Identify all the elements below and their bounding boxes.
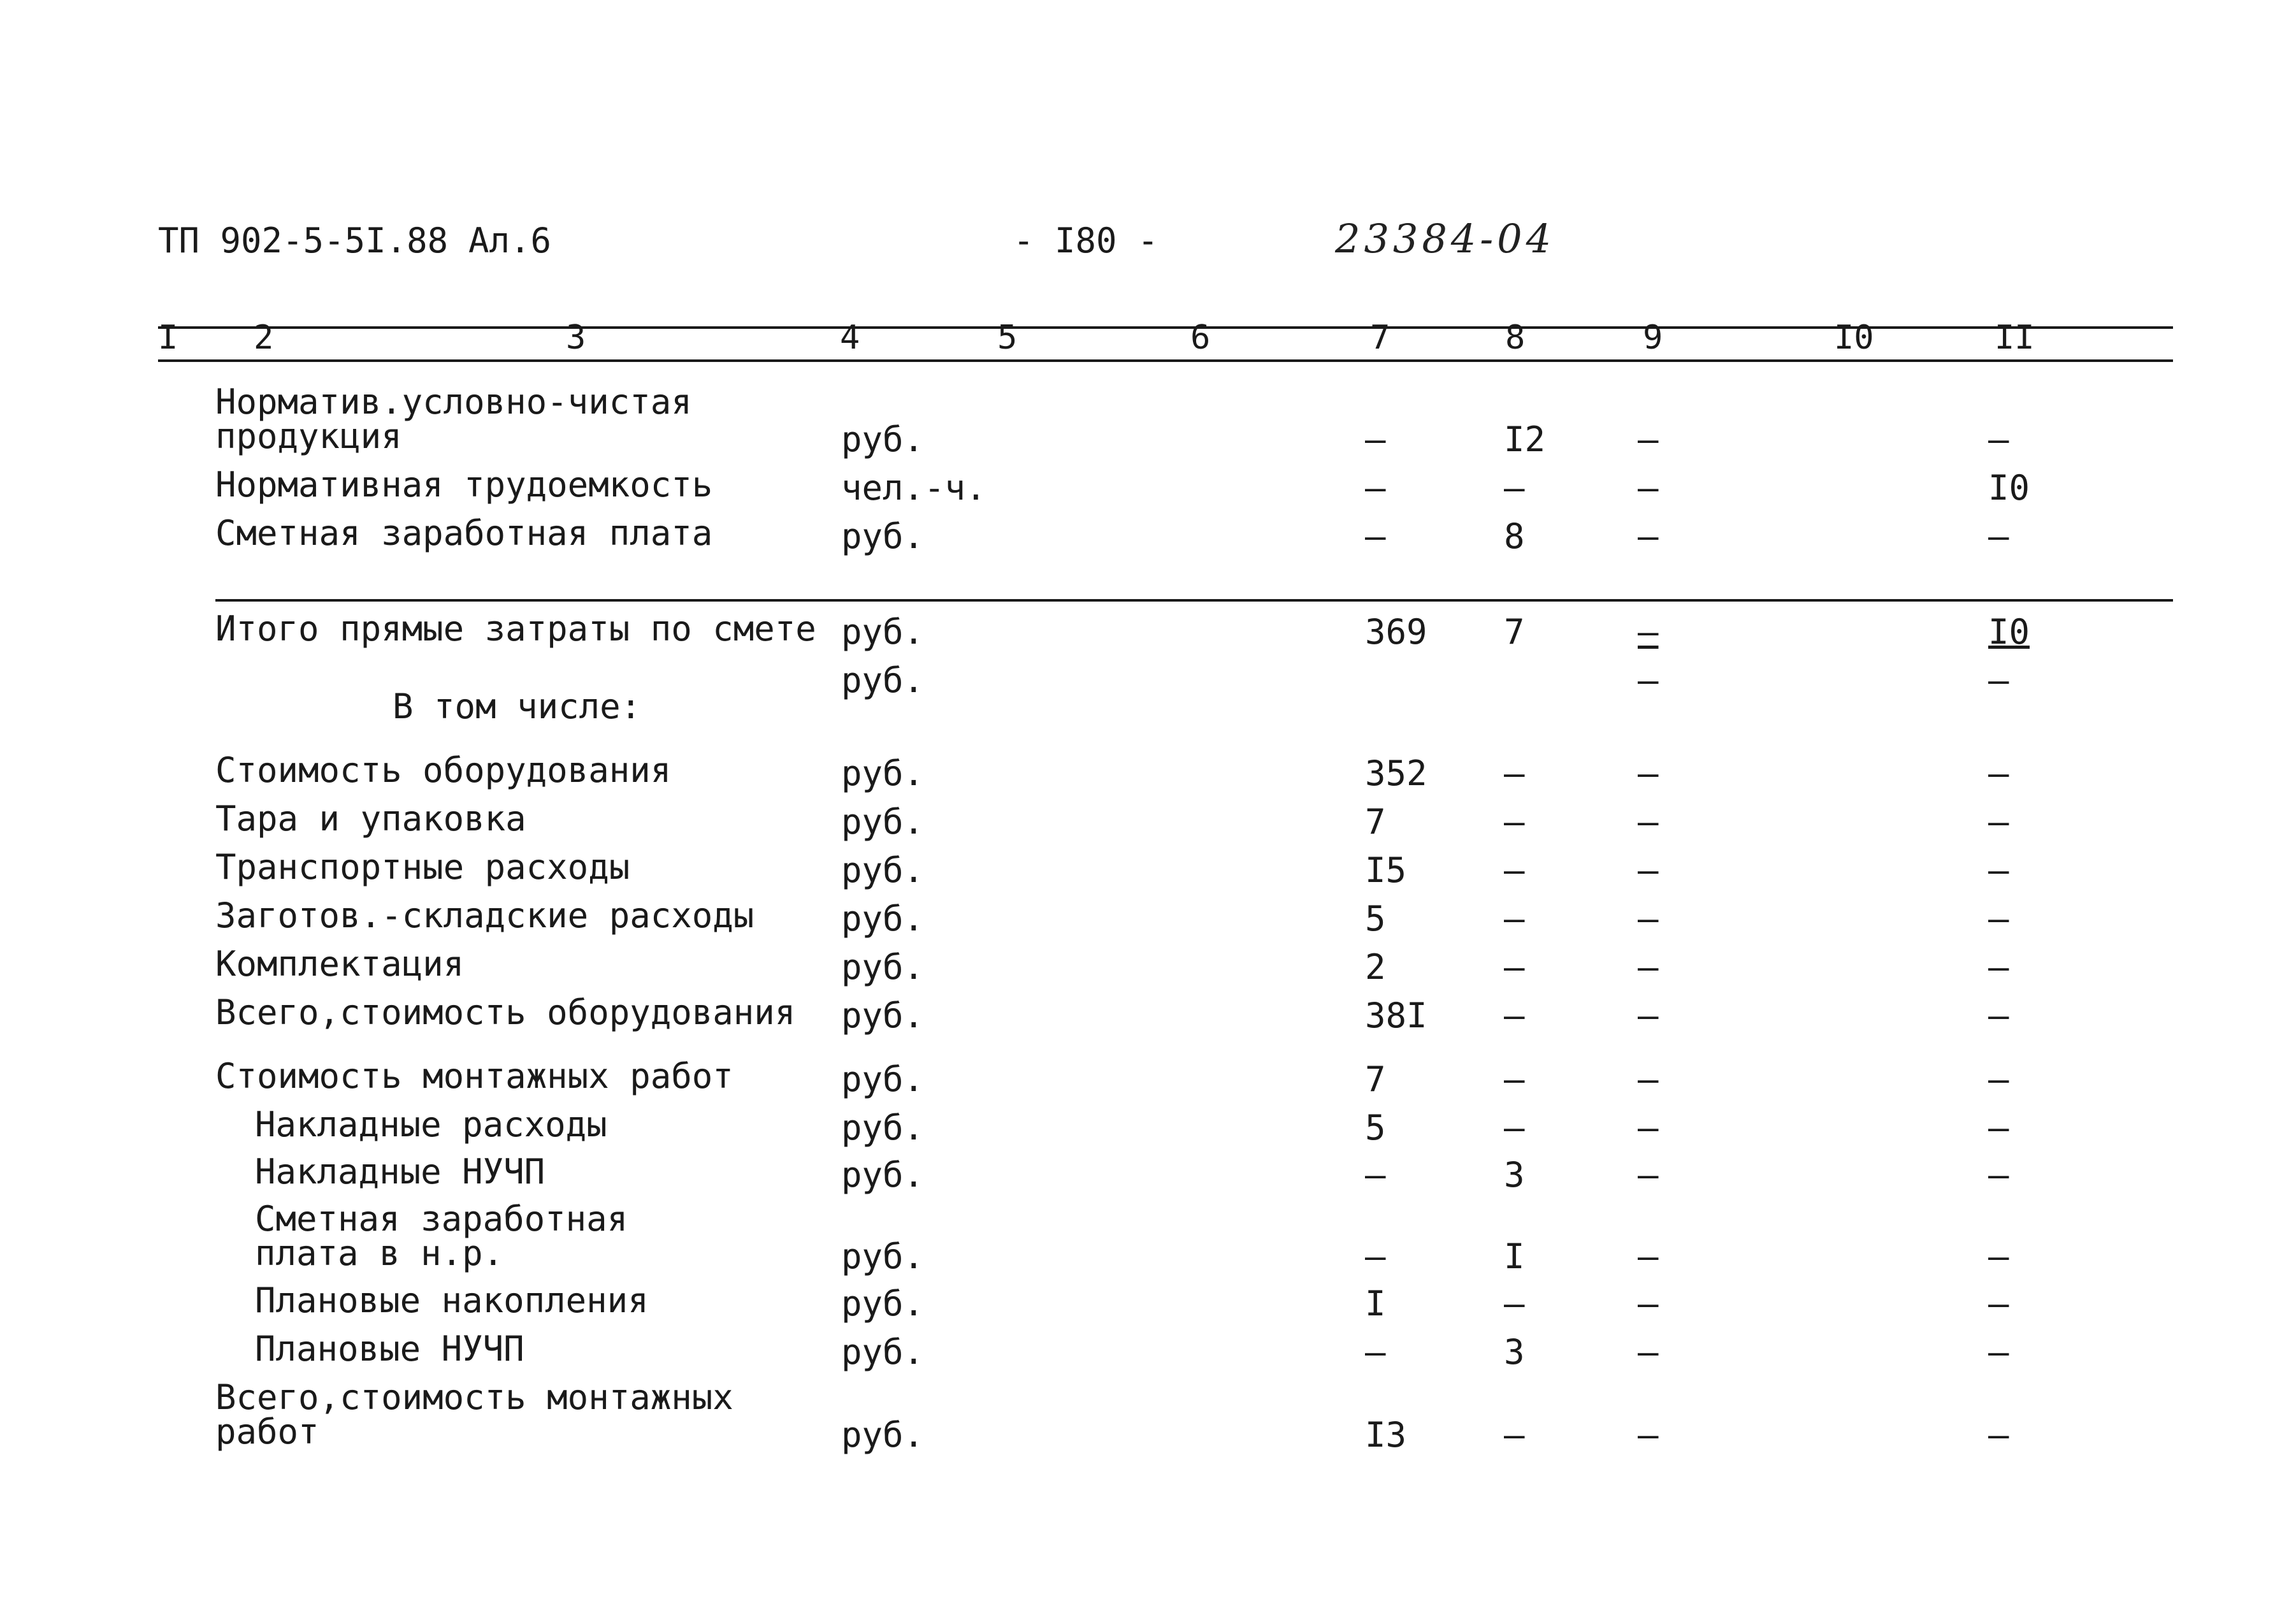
- row-unit: руб.: [841, 802, 925, 842]
- row-label: Заготов.-складские расходы: [215, 895, 755, 936]
- row-col8: –: [1504, 995, 1525, 1036]
- column-number-6: 6: [1190, 319, 1211, 357]
- row-col11: –: [1988, 660, 2009, 700]
- row-col9: –: [1638, 1332, 1659, 1372]
- row-col11: –: [1988, 1415, 2009, 1455]
- row-col11: –: [1988, 1284, 2009, 1324]
- row-label: Сметная заработная плата в н.р.: [255, 1199, 628, 1273]
- row-col8: 3: [1504, 1332, 1525, 1372]
- row-col9: –: [1638, 468, 1659, 508]
- row-col9: –: [1638, 1236, 1659, 1276]
- row-col7: –: [1365, 1332, 1386, 1372]
- column-number-3: 3: [566, 319, 586, 357]
- album-number: Ал.6: [468, 221, 552, 261]
- row-col8: –: [1504, 1108, 1525, 1148]
- row-col7: 5: [1365, 899, 1386, 939]
- column-number-1: I: [158, 319, 178, 357]
- column-number-10: I0: [1834, 319, 1874, 357]
- row-col8: 3: [1504, 1155, 1525, 1195]
- row-unit: руб.: [841, 419, 925, 459]
- row-col9: –: [1638, 1108, 1659, 1148]
- row-col8: 7: [1504, 612, 1525, 652]
- row-unit: руб.: [841, 899, 925, 939]
- row-unit: руб.: [841, 612, 925, 652]
- row-col8: –: [1504, 468, 1525, 508]
- page-number: - I80 -: [1013, 221, 1159, 261]
- column-number-9: 9: [1643, 319, 1663, 357]
- document-code: ТП 902-5-5I.88: [158, 221, 449, 261]
- row-label: Накладные НУЧП: [255, 1152, 545, 1192]
- row-col9: –: [1638, 802, 1659, 842]
- row-col7: 7: [1365, 802, 1386, 842]
- row-col8: –: [1504, 850, 1525, 890]
- row-unit: руб.: [841, 1108, 925, 1148]
- row-unit: руб.: [841, 753, 925, 793]
- column-number-7: 7: [1370, 319, 1390, 357]
- row-col11: I0: [1988, 612, 2030, 652]
- row-col11: –: [1988, 802, 2009, 842]
- row-unit: руб.: [841, 850, 925, 890]
- row-label: Плановые НУЧП: [255, 1329, 524, 1369]
- row-col11: –: [1988, 1059, 2009, 1099]
- row-label: Всего,стоимость монтажных работ: [215, 1377, 733, 1452]
- row-col8: –: [1504, 1284, 1525, 1324]
- row-col8: I: [1504, 1236, 1525, 1276]
- row-col11: –: [1988, 1236, 2009, 1276]
- row-col9: –: [1638, 1059, 1659, 1099]
- row-unit: руб.: [841, 516, 925, 556]
- row-col7: 352: [1365, 753, 1427, 793]
- row-col8: –: [1504, 899, 1525, 939]
- row-col8: –: [1504, 947, 1525, 987]
- row-col11: –: [1988, 947, 2009, 987]
- row-label: Накладные расходы: [255, 1104, 607, 1145]
- row-col9: –: [1638, 753, 1659, 793]
- row-col7: 369: [1365, 612, 1427, 652]
- row-unit: руб.: [841, 995, 925, 1036]
- row-col7: –: [1365, 1155, 1386, 1195]
- row-label: Тара и упаковка: [215, 799, 526, 839]
- row-col9: –: [1638, 899, 1659, 939]
- column-number-11: II: [1995, 319, 2035, 357]
- row-col7: I3: [1365, 1415, 1407, 1455]
- row-col8: –: [1504, 753, 1525, 793]
- row-label: Комплектация: [215, 944, 465, 984]
- row-col11: –: [1988, 899, 2009, 939]
- row-col7: –: [1365, 419, 1386, 459]
- row-col7: 38I: [1365, 995, 1427, 1036]
- row-label: Плановые накопления: [255, 1280, 649, 1320]
- row-label: Итого прямые затраты по смете: [215, 609, 816, 649]
- row-col8: 8: [1504, 516, 1525, 556]
- row-label: Сметная заработная плата: [215, 513, 713, 553]
- handwritten-inventory-number: 23384-04: [1335, 215, 1556, 262]
- row-col9: –: [1638, 850, 1659, 890]
- row-col9: –: [1638, 612, 1659, 652]
- row-col9: –: [1638, 660, 1659, 700]
- row-col11: –: [1988, 1332, 2009, 1372]
- row-col11: –: [1988, 1108, 2009, 1148]
- row-col11: I0: [1988, 468, 2030, 508]
- row-col9: –: [1638, 1155, 1659, 1195]
- row-col11: –: [1988, 419, 2009, 459]
- column-number-4: 4: [840, 319, 860, 357]
- row-col8: –: [1504, 1415, 1525, 1455]
- row-col7: –: [1365, 516, 1386, 556]
- row-col9: –: [1638, 1284, 1659, 1324]
- row-col11: –: [1988, 753, 2009, 793]
- row-col8: –: [1504, 802, 1525, 842]
- row-col8: –: [1504, 1059, 1525, 1099]
- row-col11: –: [1988, 850, 2009, 890]
- row-unit: чел.-ч.: [841, 468, 986, 508]
- row-unit: руб.: [841, 660, 925, 700]
- row-label: Норматив.условно-чистая продукция: [215, 382, 692, 456]
- row-col7: 2: [1365, 947, 1386, 987]
- row-col9: –: [1638, 1415, 1659, 1455]
- row-col7: –: [1365, 1236, 1386, 1276]
- column-number-8: 8: [1505, 319, 1526, 357]
- row-unit: руб.: [841, 1059, 925, 1099]
- column-number-5: 5: [997, 319, 1018, 357]
- row-unit: руб.: [841, 1155, 925, 1195]
- row-label: Стоимость оборудования: [215, 750, 672, 790]
- row-col7: 5: [1365, 1108, 1386, 1148]
- row-col11: –: [1988, 1155, 2009, 1195]
- column-number-2: 2: [254, 319, 274, 357]
- row-unit: руб.: [841, 1332, 925, 1372]
- row-col7: I5: [1365, 850, 1407, 890]
- row-label: Стоимость монтажных работ: [215, 1056, 733, 1096]
- row-col11: –: [1988, 995, 2009, 1036]
- row-label: Транспортные расходы: [215, 847, 630, 887]
- row-label: Всего,стоимость оборудования: [215, 992, 796, 1032]
- row-col9: –: [1638, 995, 1659, 1036]
- row-col9: –: [1638, 516, 1659, 556]
- row-unit: руб.: [841, 1415, 925, 1455]
- row-col11: –: [1988, 516, 2009, 556]
- row-label: Нормативная трудоемкость: [215, 465, 713, 505]
- row-col9: –: [1638, 947, 1659, 987]
- row-col7: –: [1365, 468, 1386, 508]
- row-unit: руб.: [841, 1236, 925, 1276]
- row-col8: I2: [1504, 419, 1546, 459]
- row-col9: –: [1638, 419, 1659, 459]
- row-unit: руб.: [841, 1284, 925, 1324]
- row-label: В том числе:: [393, 686, 642, 727]
- row-col7: 7: [1365, 1059, 1386, 1099]
- row-unit: руб.: [841, 947, 925, 987]
- table-header-rule: [158, 359, 2173, 362]
- row-col7: I: [1365, 1284, 1386, 1324]
- totals-divider-rule: [215, 599, 2173, 602]
